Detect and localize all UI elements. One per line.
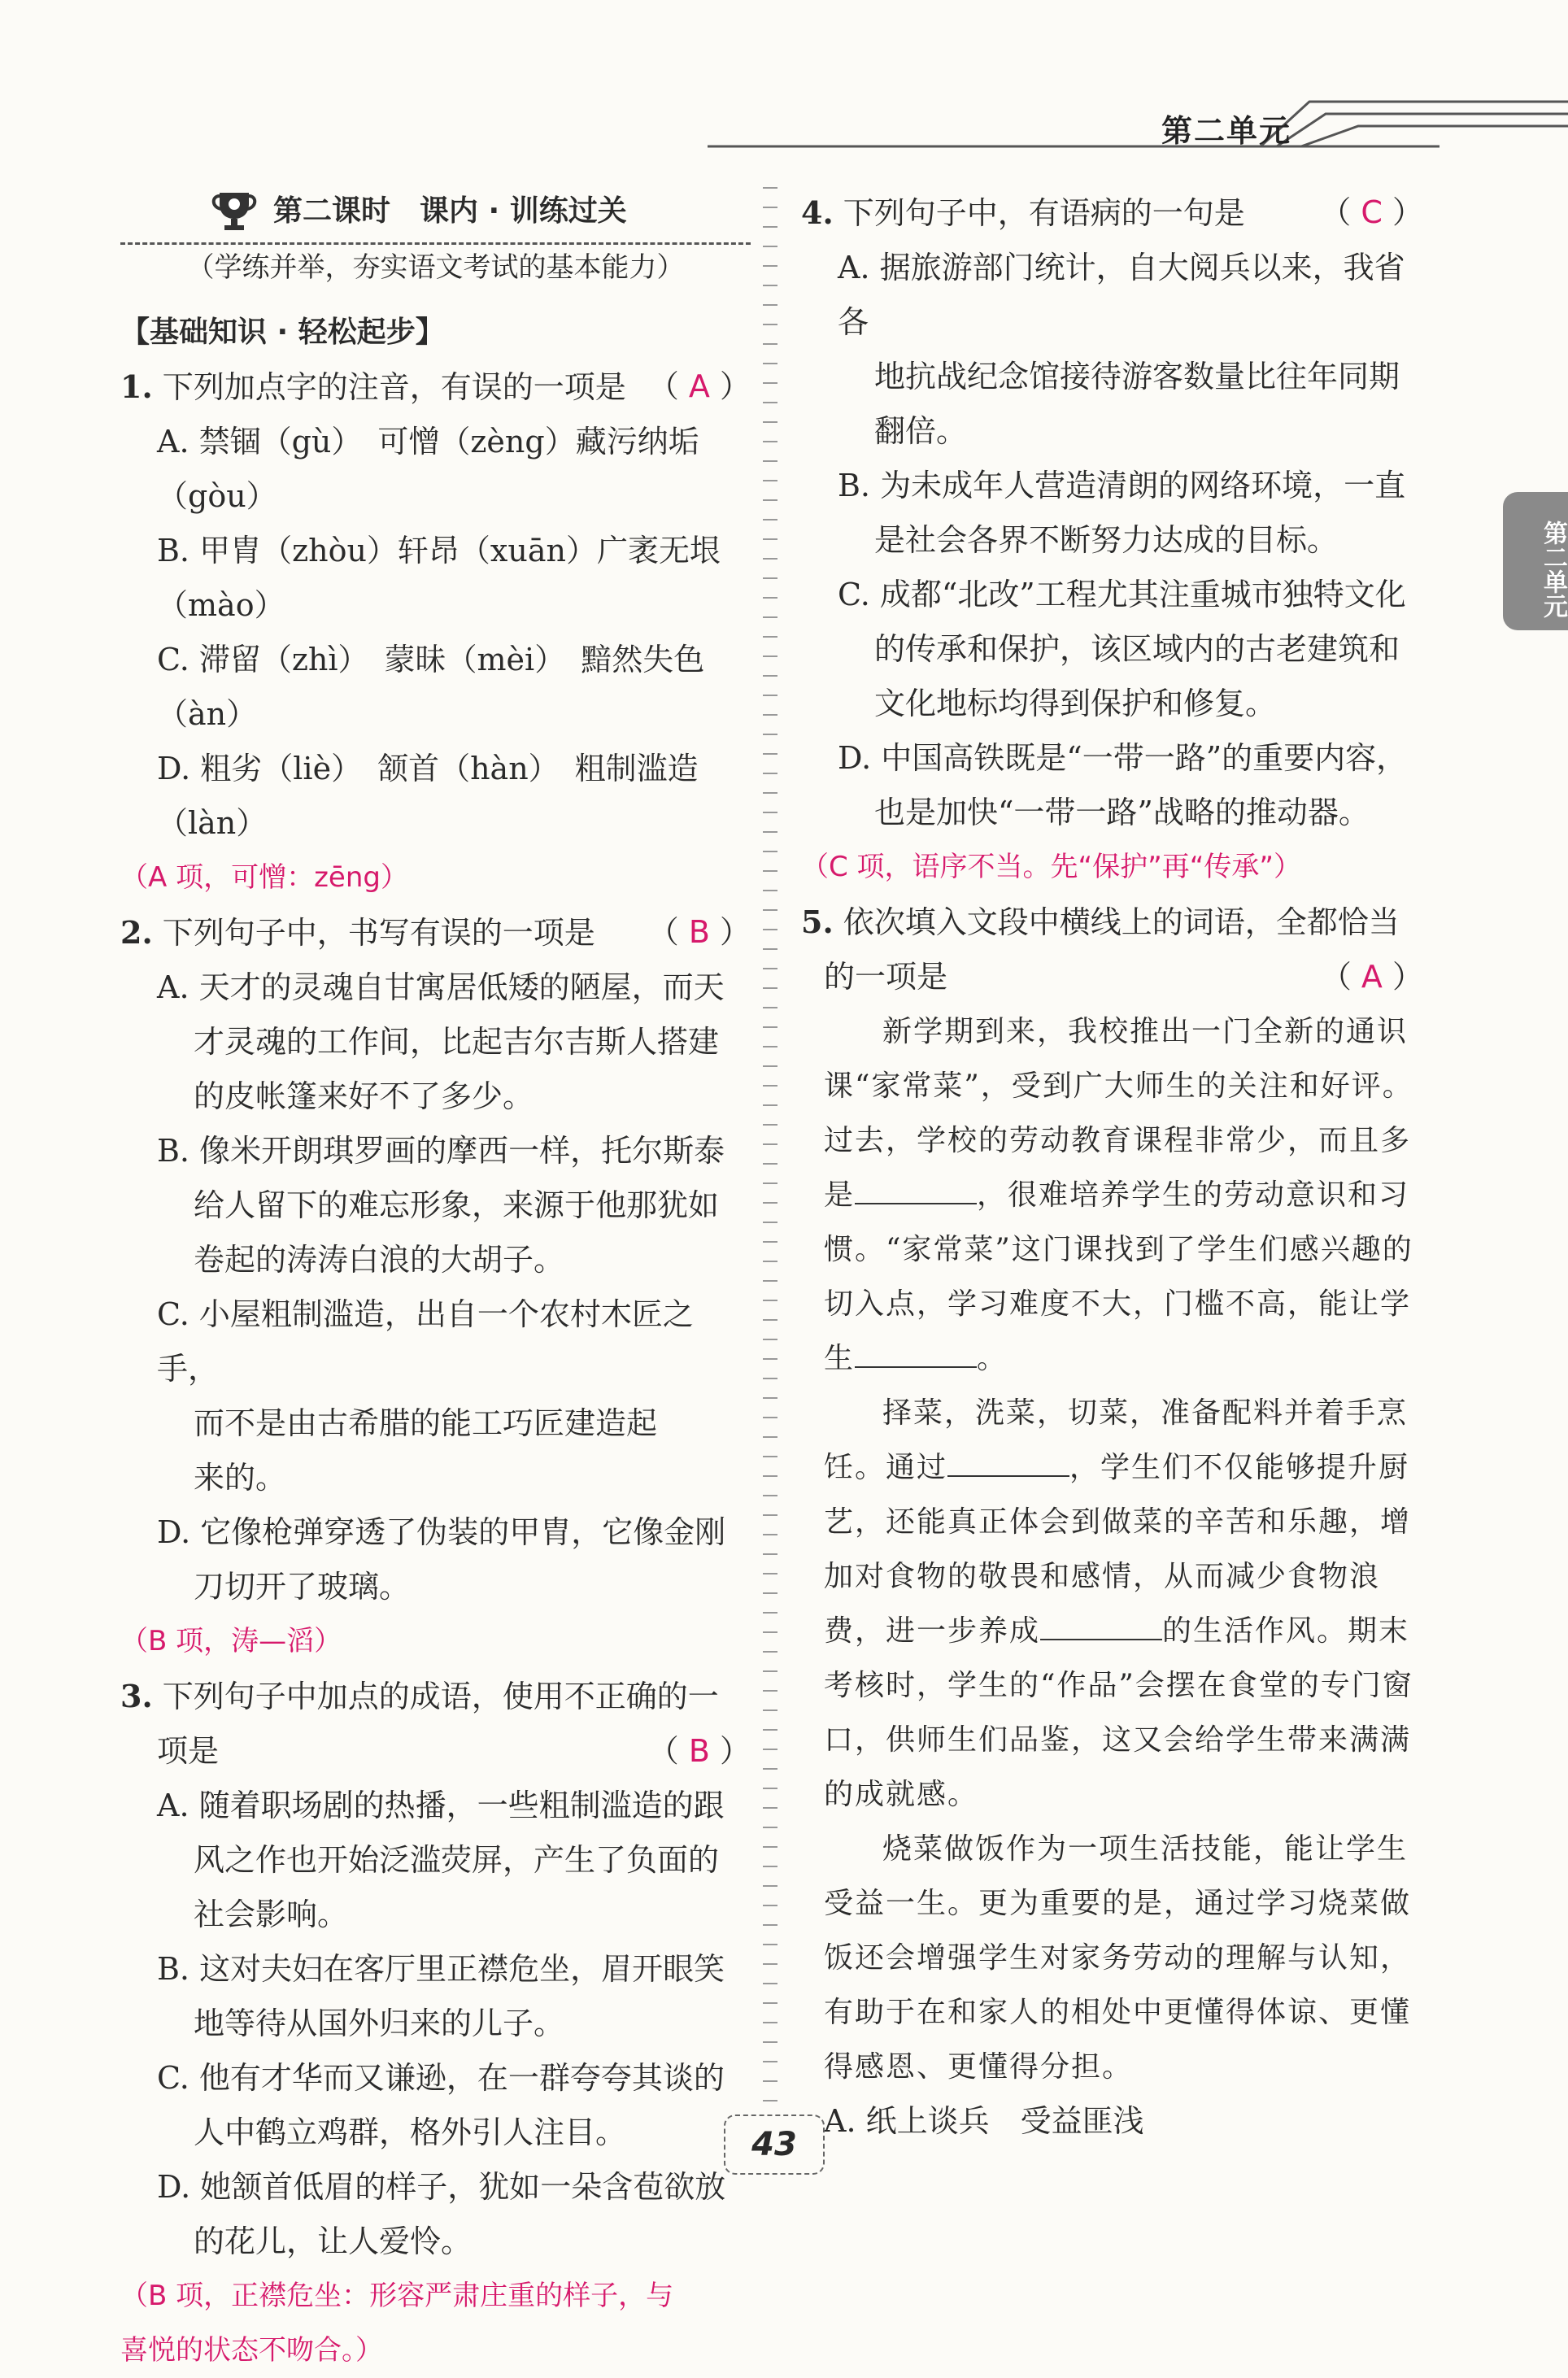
option: A. 据旅游部门统计，自大阅兵以来，我省各 (838, 250, 1405, 340)
fill-blank[interactable] (855, 1203, 977, 1204)
option: A. 随着职场剧的热播，一些粗制滥造的跟 (157, 1788, 725, 1823)
answer-mark: A (688, 368, 710, 404)
option-line: 才灵魂的工作间，比起吉尔吉斯人搭建 (194, 1024, 720, 1060)
question-text: 的一项是 (824, 959, 948, 995)
lesson-title: 第二课时 课内 · 训练过关 (273, 194, 627, 228)
option: A. 禁锢（gù） 可憎（zèng）藏污纳垢（gòu） (157, 424, 699, 514)
question-stem: 4. 下列句子中，有语病的一句是 （ C ） (801, 194, 1423, 231)
fill-blank[interactable] (947, 1475, 1069, 1477)
option: D. 它像枪弹穿透了伪装的甲胄，它像金刚 (157, 1514, 726, 1550)
reading-passage (801, 1004, 1423, 2094)
fill-blank[interactable] (1040, 1639, 1162, 1640)
option: C. 滞留（zhì） 蒙昧（mèi） 黯然失色（àn） (157, 642, 705, 732)
option-line: 地等待从国外归来的儿子。 (194, 2006, 565, 2041)
option: A. 纸上谈兵 受益匪浅 (824, 2103, 1144, 2139)
lesson-header (210, 185, 751, 236)
option-line: 文化地标均得到保护和修复。 (874, 686, 1277, 721)
passage-paragraph: 择菜，洗菜，切菜，准备配料并着手烹饪。通过 ，学生们不仅能够提升厨艺，还能真正体会到做菜的辛苦和乐趣，增加对食物的敬畏和感情，从而减少食物浪费，进一步养成 的生活作风。期末考核时，学生的“作品”会摆在食堂的专门窗口，供师生们品鉴，这又会给学生带来满满的成就感。 (824, 1396, 1413, 1811)
answer-note: （B 项，正襟危坐：形容严肃庄重的样子，与 (120, 2280, 674, 2312)
question-number: 2. (120, 914, 153, 951)
option: C. 小屋粗制滥造，出自一个农村木匠之手， (157, 1296, 694, 1387)
question-stem: 2. 下列句子中，书写有误的一项是 （ B ） (120, 914, 751, 951)
option: B. 这对夫妇在客厅里正襟危坐，眉开眼笑 (157, 1951, 725, 1987)
question-stem: 1. 下列加点字的注音，有误的一项是 （ A ） (120, 368, 751, 405)
option-line: 也是加快“一带一路”战略的推动器。 (874, 795, 1370, 830)
question-number: 3. (120, 1678, 153, 1714)
answer-mark: B (688, 1733, 710, 1769)
option-line: 的皮帐篷来好不了多少。 (194, 1078, 534, 1114)
lesson-subtitle: （学练并举，夯实语文考试的基本能力） (186, 251, 685, 284)
page-number: 43 (724, 2115, 825, 2175)
question-text: 下列句子中，书写有误的一项是 (162, 915, 595, 951)
option: D. 她颔首低眉的样子，犹如一朵含苞欲放 (157, 2169, 726, 2205)
answer-note: 喜悦的状态不吻合。） (120, 2334, 383, 2367)
option-line: 风之作也开始泛滥荧屏，产生了负面的 (194, 1842, 720, 1878)
option-line: 社会影响。 (194, 1897, 349, 1932)
option-line: 人中鹤立鸡群，格外引人注目。 (194, 2115, 627, 2150)
header-decor-lines (708, 81, 1568, 155)
option: B. 为未成年人营造清朗的网络环境，一直 (838, 468, 1406, 503)
option-line: 地抗战纪念馆接待游客数量比往年同期 (874, 359, 1400, 394)
option-line: 卷起的涛涛白浪的大胡子。 (194, 1242, 565, 1278)
passage-paragraph: 烧菜做饭作为一项生活技能，能让学生受益一生。更为重要的是，通过学习烧菜做饭还会增强学生对家务劳动的理解与认知，有助于在和家人的相处中更懂得体谅、更懂得感恩、更懂得分担。 (824, 1832, 1412, 2084)
option-line: 的花儿，让人爱怜。 (194, 2223, 473, 2259)
answer-note: （B 项，涛—滔） (120, 1625, 342, 1657)
question-text: 依次填入文段中横线上的词语，全都恰当 (843, 904, 1400, 940)
answer-mark: C (1361, 194, 1383, 230)
option-line: 刀切开了玻璃。 (194, 1569, 411, 1605)
answer-note: （A 项，可憎：zēng） (120, 861, 408, 894)
answer-mark: A (1361, 959, 1383, 995)
question-text: 下列句子中，有语病的一句是 (843, 195, 1245, 231)
question-stem (801, 895, 1423, 950)
option: D. 中国高铁既是“一带一路”的重要内容， (838, 740, 1408, 776)
question-stem-cont: 项是 （ B ） (120, 1724, 751, 1779)
option-line: 的传承和保护，该区域内的古老建筑和 (874, 631, 1400, 667)
option-line: 而不是由古希腊的能工巧匠建造起 (194, 1405, 658, 1441)
option-line: 翻倍。 (874, 413, 968, 449)
question-number: 1. (120, 368, 153, 405)
answer-mark: B (688, 914, 710, 950)
question-number: 4. (801, 194, 834, 231)
option: C. 成都“北改”工程尤其注重城市独特文化 (838, 577, 1406, 612)
option: B. 像米开朗琪罗画的摩西一样，托尔斯泰 (157, 1133, 725, 1169)
side-unit-tab: 第二单元 (1503, 492, 1568, 630)
column-divider (763, 179, 777, 2115)
answer-note: （C 项，语序不当。先“保护”再“传承”） (801, 851, 1302, 883)
trophy-icon (210, 189, 259, 232)
question-text: 下列句子中加点的成语，使用不正确的一 (162, 1679, 719, 1714)
option-line: 来的。 (194, 1460, 287, 1496)
right-column (801, 185, 1423, 2149)
left-column (120, 185, 751, 2378)
option: A. 天才的灵魂自甘寓居低矮的陋屋，而天 (157, 969, 725, 1005)
passage-paragraph: 新学期到来，我校推出一门全新的通识课“家常菜”，受到广大师生的关注和好评。过去，学校的劳动教育课程非常少，而且多是 ，很难培养学生的劳动意识和习惯。“家常菜”这门课找到了学生们感兴趣的切入点，学习难度不大，门槛不高，能让学生 。 (824, 1015, 1413, 1375)
option-line: 是社会各界不断努力达成的目标。 (874, 522, 1339, 558)
unit-title: 第二单元 (1161, 113, 1291, 149)
question-stem (120, 1669, 751, 1724)
option: B. 甲胄（zhòu）轩昂（xuān）广袤无垠（mào） (157, 533, 721, 623)
option: D. 粗劣（liè） 颔首（hàn） 粗制滥造（làn） (157, 751, 699, 841)
question-stem-cont: 的一项是 （ A ） (801, 950, 1423, 1004)
question-text: 下列加点字的注音，有误的一项是 (162, 369, 626, 405)
fill-blank[interactable] (855, 1366, 977, 1368)
option-line: 给人留下的难忘形象，来源于他那犹如 (194, 1187, 720, 1223)
option: C. 他有才华而又谦逊，在一群夸夸其谈的 (157, 2060, 725, 2096)
question-text: 项是 (157, 1733, 220, 1769)
question-number: 5. (801, 904, 834, 940)
section-title: 【基础知识 · 轻松起步】 (120, 316, 445, 349)
